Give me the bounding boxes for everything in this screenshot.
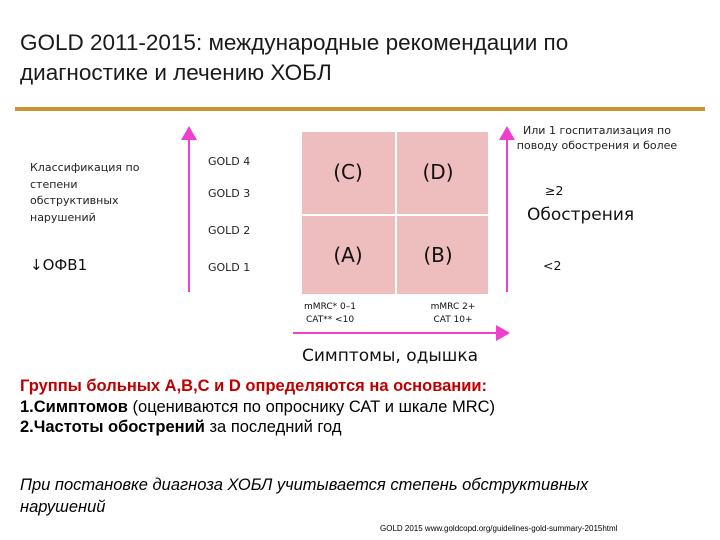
- criterion-2-bold: 2.Частоты обострений: [20, 418, 205, 436]
- cell-d-label: (D): [422, 160, 454, 184]
- classification-label: Классификация по степени обструктивных нарушений: [30, 161, 140, 224]
- source-citation: GOLD 2015 www.goldcopd.org/guidelines-gold-summary-2015html: [380, 524, 618, 533]
- criterion-1-bold: 1.Симптомов: [20, 397, 128, 416]
- criterion-1-rest: (оцениваются по опроснику САТ и шкале MRC): [127, 397, 496, 416]
- criterion-2-rest: за последний год: [204, 418, 342, 436]
- gold-level-1: GOLD 1: [208, 261, 251, 274]
- exacerbation-low-label: <2: [543, 258, 562, 273]
- low-symptom-label: mMRC* 0–1 CAT** <10: [304, 302, 356, 325]
- high-symptom-label: mMRC 2+ CAT 10+: [430, 302, 476, 325]
- criterion-1: [20, 397, 700, 418]
- diagnosis-note: При постановке диагноза ХОБЛ учитывается степень обструктивных нарушений: [20, 476, 589, 516]
- symptoms-axis-label: Симптомы, одышка: [302, 346, 479, 366]
- groups-definition: [20, 376, 700, 438]
- cell-a-label: (A): [333, 243, 363, 267]
- gold-level-4: GOLD 4: [208, 155, 251, 168]
- cell-c-label: (C): [333, 160, 363, 184]
- criterion-2: [20, 417, 700, 438]
- fev1-text: ОФВ1: [42, 256, 88, 274]
- hospitalization-note: Или 1 госпитализация по поводу обострения и более: [516, 124, 678, 152]
- cell-b-label: (B): [423, 243, 453, 267]
- gold-level-2: GOLD 2: [208, 224, 251, 237]
- exacerbations-axis-label: Обострения: [527, 205, 635, 225]
- down-arrow-icon: ↓: [30, 256, 43, 274]
- groups-heading: Группы больных A,B,C и D определяются на основании:: [20, 377, 488, 395]
- page-title: GOLD 2011-2015: международные рекомендации по диагностике и лечению ХОБЛ: [20, 30, 569, 85]
- gold-level-3: GOLD 3: [208, 187, 251, 200]
- exacerbation-high-label: ≥2: [545, 183, 564, 198]
